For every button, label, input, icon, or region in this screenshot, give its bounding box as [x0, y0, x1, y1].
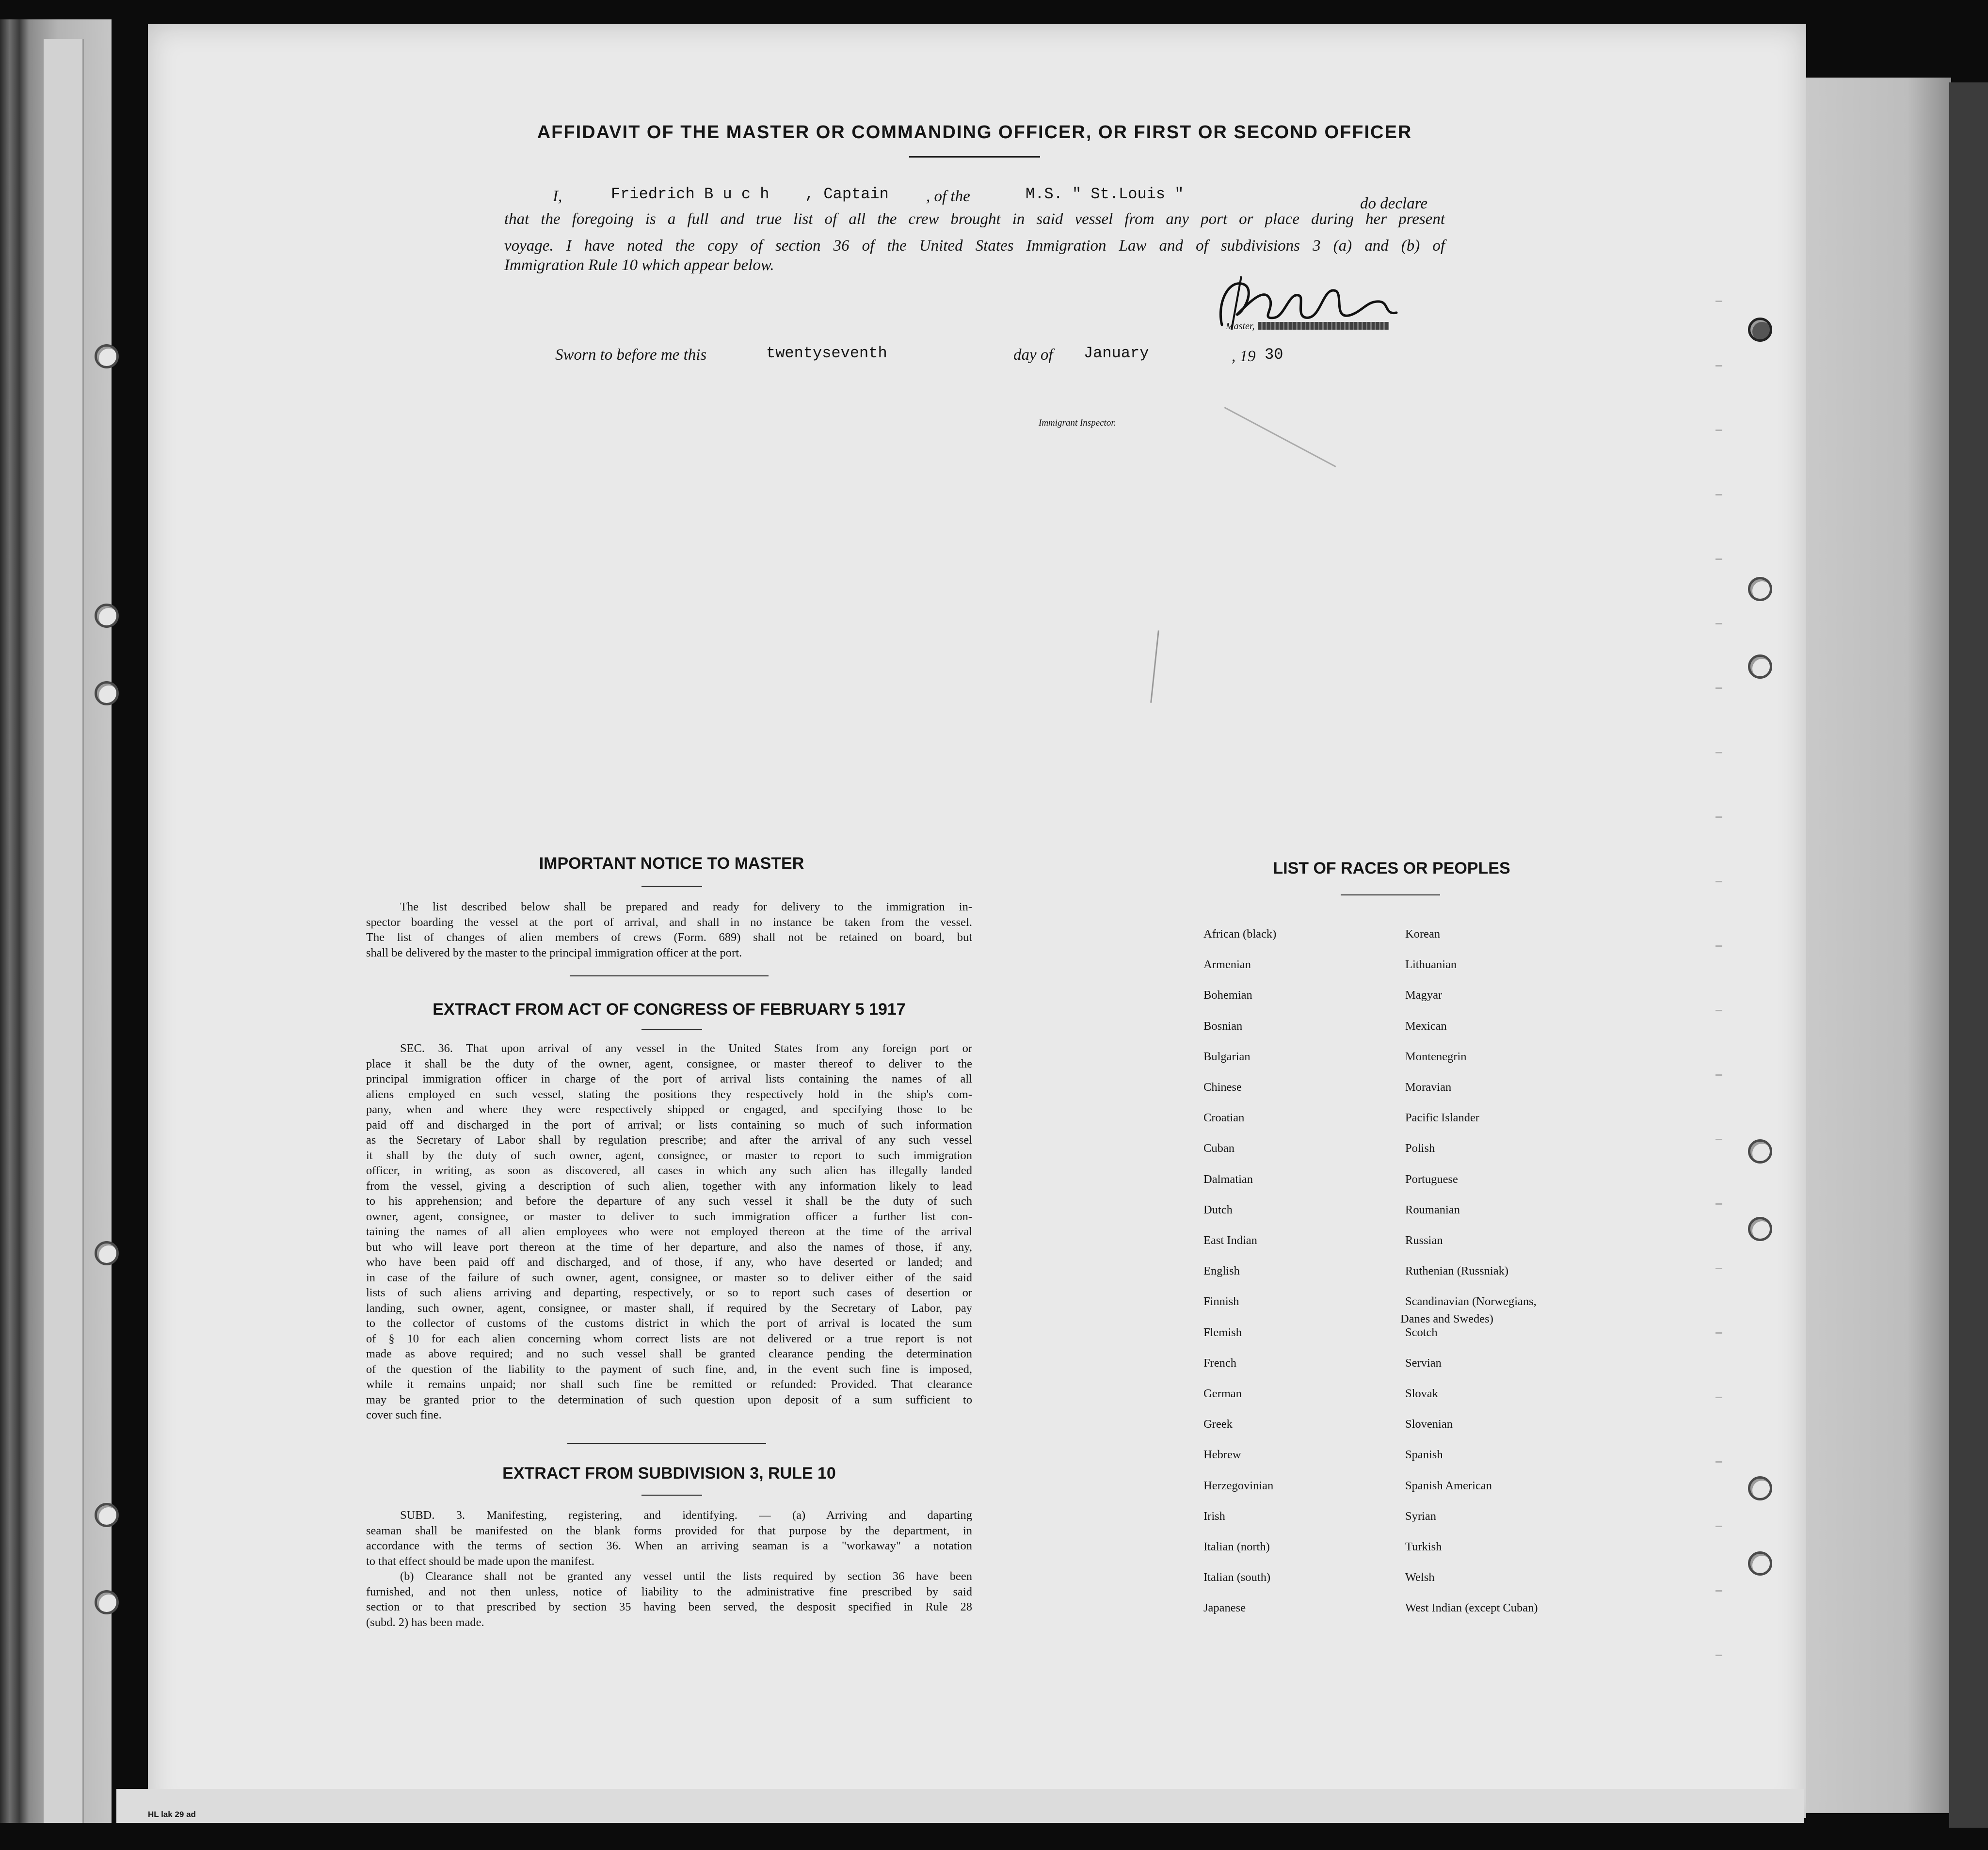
paragraph-line: shall be delivered by the master to the principal immigration officer at the port.	[366, 946, 742, 959]
paragraph-line: from the vessel, giving a description of such alien, together with any information likely to lead	[366, 1179, 972, 1193]
paragraph-line: but who will leave port thereon at the time of her departure, and also the names of those, if any,	[366, 1240, 972, 1254]
declaration-line-4: Immigration Rule 10 which appear below.	[504, 256, 774, 274]
left-binder-hole	[95, 344, 119, 368]
race-item: Greek	[1203, 1418, 1233, 1431]
inspector-label: Immigrant Inspector.	[1039, 418, 1116, 428]
binder-left-strip	[44, 39, 84, 1823]
bleed-through-mark	[1715, 1397, 1722, 1398]
affidavit-title: AFFIDAVIT OF THE MASTER OR COMMANDING OFFICER, OR FIRST OR SECOND OFFICER	[537, 122, 1412, 143]
bleed-through-mark	[1715, 430, 1722, 431]
sworn-year: 30	[1265, 346, 1283, 364]
sworn-day-of: day of	[1013, 346, 1053, 364]
bleed-through-mark	[1715, 1655, 1722, 1656]
bleed-through-mark	[1715, 752, 1722, 753]
race-item: Slovenian	[1405, 1418, 1453, 1431]
paragraph-line: landing, such owner, agent, consignee, or master shall, if required by the Secretary of Labor, pay	[366, 1301, 972, 1315]
form-code: HL lak 29 ad	[148, 1810, 196, 1819]
paragraph-line: (subd. 2) has been made.	[366, 1615, 484, 1629]
bleed-through-mark	[1715, 494, 1722, 495]
race-item: East Indian	[1203, 1234, 1257, 1247]
race-item: Magyar	[1405, 989, 1443, 1002]
race-item: Polish	[1405, 1142, 1435, 1155]
paragraph-line: who have been paid off and discharged, and of those, if any, who have deserted or landed; and	[366, 1256, 972, 1269]
race-item: African (black)	[1203, 927, 1277, 941]
paragraph-line: to the collector of customs of the customs district in which the port of arrival is located the sum	[366, 1317, 972, 1330]
race-item: Moravian	[1405, 1081, 1452, 1094]
right-binder-hole	[1748, 1139, 1772, 1164]
bleed-through-mark	[1715, 623, 1722, 624]
sworn-month: January	[1084, 344, 1149, 362]
race-item: West Indian (except Cuban)	[1405, 1601, 1538, 1615]
race-item: Mexican	[1405, 1019, 1447, 1033]
paragraph-line: paid off and discharged in the port of arrival; or lists containing so much of such information	[366, 1118, 972, 1132]
race-item: Lithuanian	[1405, 958, 1457, 972]
race-item: Bosnian	[1203, 1019, 1243, 1033]
bleed-through-mark	[1715, 1526, 1722, 1527]
paragraph-line: aliens employed en such vessel, stating the positions they respectively hold in the ship's com-	[366, 1087, 972, 1101]
race-item: Herzegovinian	[1203, 1479, 1274, 1492]
sworn-year-prefix: , 19	[1232, 348, 1256, 365]
race-item: Italian (north)	[1203, 1540, 1270, 1553]
paragraph-line: section or to that prescribed by section 35 having been served, the desposit specified in Rule 28	[366, 1600, 972, 1613]
race-item: Dutch	[1203, 1203, 1233, 1216]
bleed-through-mark	[1715, 1074, 1722, 1076]
left-binder-hole	[95, 681, 119, 705]
notice-separator	[570, 975, 769, 976]
rule-heading: EXTRACT FROM SUBDIVISION 3, RULE 10	[502, 1464, 836, 1483]
notice-heading-rule	[641, 886, 702, 887]
struck-out-title	[1258, 322, 1389, 330]
bleed-through-mark	[1715, 687, 1722, 689]
paragraph-line: SEC. 36. That upon arrival of any vessel in the United States from any foreign port or	[400, 1042, 972, 1055]
right-binder-hole	[1748, 318, 1772, 342]
race-item: Pacific Islander	[1405, 1111, 1480, 1125]
paragraph-line: it shall by the duty of such owner, agent, consignee, or master to report to such immigration	[366, 1148, 972, 1162]
race-continuation: Danes and Swedes)	[1400, 1312, 1493, 1325]
rule-body	[366, 1508, 972, 1630]
race-item: Turkish	[1405, 1540, 1442, 1553]
paragraph-line: of § 10 for each alien concerning whom correct lists are not delivered or a true report is not	[366, 1332, 972, 1345]
paragraph-line: (b) Clearance shall not be granted any vessel until the lists required by section 36 have been	[400, 1570, 972, 1583]
rule-heading-rule	[641, 1495, 702, 1496]
race-item: Bulgarian	[1203, 1050, 1251, 1063]
race-item: Montenegrin	[1405, 1050, 1467, 1063]
race-item: Irish	[1203, 1509, 1225, 1523]
act-separator	[567, 1443, 766, 1444]
race-item: Korean	[1405, 927, 1441, 941]
race-item: Dalmatian	[1203, 1172, 1253, 1186]
paragraph-line: principal immigration officer in charge of the port of arrival lists containing the names of all	[366, 1072, 972, 1085]
race-item: Italian (south)	[1203, 1571, 1271, 1584]
bleed-through-mark	[1715, 945, 1722, 947]
race-item: Servian	[1405, 1356, 1442, 1370]
sworn-day: twentyseventh	[766, 344, 887, 362]
race-item: Scotch	[1405, 1325, 1438, 1339]
left-binder-hole	[95, 1590, 119, 1614]
binder-right-edge	[1949, 82, 1988, 1828]
bleed-through-mark	[1715, 1203, 1722, 1205]
title-underline	[909, 156, 1040, 158]
paragraph-line: to his apprehension; and before the departure of any such vessel it shall be the duty of such	[366, 1195, 972, 1208]
races-heading-rule	[1341, 894, 1440, 895]
races-heading: LIST OF RACES OR PEOPLES	[1273, 859, 1510, 877]
bleed-through-mark	[1715, 881, 1722, 882]
bleed-through-mark	[1715, 1461, 1722, 1463]
race-item: Welsh	[1405, 1571, 1435, 1584]
left-binder-hole	[95, 1241, 119, 1265]
race-item: English	[1203, 1264, 1240, 1278]
race-item: Syrian	[1405, 1509, 1436, 1523]
act-body	[366, 1041, 972, 1423]
left-binder-hole	[95, 604, 119, 628]
paragraph-line: officer, in writing, as soon as discovered, all cases in which any such alien has illegally landed	[366, 1164, 972, 1177]
act-heading: EXTRACT FROM ACT OF CONGRESS OF FEBRUARY 5 1917	[433, 1000, 906, 1019]
paragraph-line: The list described below shall be prepared and ready for delivery to the immigration in-	[400, 900, 972, 913]
paragraph-line: place it shall be the duty of the owner, agent, consignee, or master thereof to deliver to the	[366, 1057, 972, 1070]
notice-body	[366, 899, 972, 960]
race-item: Russian	[1405, 1234, 1443, 1247]
race-item: Bohemian	[1203, 989, 1252, 1002]
race-item: Hebrew	[1203, 1448, 1241, 1462]
race-item: Slovak	[1405, 1387, 1439, 1400]
paragraph-line: The list of changes of alien members of crews (Form. 689) shall not be retained on board, but	[366, 931, 972, 944]
paragraph-line: accordance with the terms of section 36. When an arriving seaman is a "workaway" a notation	[366, 1539, 972, 1552]
binder-left-edge	[0, 19, 112, 1823]
race-item: German	[1203, 1387, 1242, 1400]
right-binder-hole	[1748, 577, 1772, 601]
paragraph-line: spector boarding the vessel at the port of arrival, and shall in no instance be taken from the vessel.	[366, 915, 972, 929]
right-binder-hole	[1748, 1476, 1772, 1500]
race-item: Armenian	[1203, 958, 1251, 972]
race-item: Cuban	[1203, 1142, 1234, 1155]
paragraph-line: lists of such aliens arriving and departing, respectively, or so to report such cases of desertion or	[366, 1286, 972, 1299]
bleed-through-mark	[1715, 1268, 1722, 1269]
sworn-prefix: Sworn to before me this	[555, 346, 707, 364]
paragraph-line: seaman shall be manifested on the blank forms provided for that purpose by the department, in	[366, 1524, 972, 1537]
race-item: Chinese	[1203, 1081, 1242, 1094]
act-heading-rule	[641, 1029, 702, 1030]
bleed-through-mark	[1715, 1590, 1722, 1592]
paragraph-line: pany, when and where they were respectively shipped or engaged, and specifying those to be	[366, 1103, 972, 1116]
right-binder-hole	[1748, 1551, 1772, 1576]
race-item: Japanese	[1203, 1601, 1246, 1615]
paragraph-line: while it remains unpaid; nor shall such fine be remitted or refunded: Provided. That clearance	[366, 1378, 972, 1391]
race-item: French	[1203, 1356, 1237, 1370]
race-item: Spanish American	[1405, 1479, 1492, 1492]
race-item: Scandinavian (Norwegians,	[1405, 1295, 1537, 1308]
declaration-do-declare: do declare	[1360, 195, 1427, 212]
sheet-bottom-edge	[116, 1789, 1804, 1823]
bleed-through-mark	[1715, 1010, 1722, 1011]
declarant-name: Friedrich B u c h	[611, 185, 770, 203]
bleed-through-mark	[1715, 1139, 1722, 1140]
paragraph-line: taining the names of all alien employees who were not employed thereon at the time of the arrival	[366, 1225, 972, 1238]
paragraph-line: in case of the failure of such owner, agent, consignee, or master so to deliver either of the said	[366, 1271, 972, 1284]
notice-heading: IMPORTANT NOTICE TO MASTER	[539, 854, 804, 873]
paragraph-line: furnished, and not then unless, notice of liability to the administrative fine prescribed by said	[366, 1585, 972, 1598]
race-item: Spanish	[1405, 1448, 1443, 1462]
bleed-through-mark	[1715, 365, 1722, 367]
declaration-of-the: , of the	[926, 188, 970, 205]
declaration-line-2: that the foregoing is a full and true list of all the crew brought in said vessel from any port or place during her present	[504, 210, 1445, 228]
race-item: Finnish	[1203, 1295, 1239, 1308]
bleed-through-mark	[1715, 816, 1722, 818]
race-item: Ruthenian (Russniak)	[1405, 1264, 1508, 1278]
paragraph-line: as the Secretary of Labor shall by regulation prescribe; and after the arrival of any such vessel	[366, 1133, 972, 1147]
race-item: Flemish	[1203, 1325, 1242, 1339]
vessel-name: M.S. " St.Louis "	[1026, 185, 1184, 203]
paragraph-line: of the question of the liability to the payment of such fine, and, in the event such fine is imposed,	[366, 1362, 972, 1376]
right-binder-hole	[1748, 654, 1772, 679]
master-label: Master,	[1226, 321, 1255, 332]
left-binder-hole	[95, 1503, 119, 1527]
bleed-through-mark	[1715, 301, 1722, 302]
underlying-page-right	[1804, 78, 1951, 1813]
paragraph-line: owner, agent, consignee, or master to deliver to such immigration officer a further list con-	[366, 1210, 972, 1223]
paragraph-line: may be granted prior to the determination of such question upon deposit of a sum sufficient to	[366, 1393, 972, 1406]
declaration-i: I,	[553, 188, 562, 205]
paragraph-line: made as above required; and no such vessel shall be granted clearance pending the determination	[366, 1347, 972, 1360]
race-item: Roumanian	[1405, 1203, 1460, 1216]
paragraph-line: SUBD. 3. Manifesting, registering, and identifying. — (a) Arriving and daparting	[400, 1509, 972, 1522]
right-binder-hole	[1748, 1217, 1772, 1241]
paragraph-line: cover such fine.	[366, 1408, 442, 1421]
race-item: Portuguese	[1405, 1172, 1458, 1186]
bleed-through-mark	[1715, 1332, 1722, 1334]
declarant-rank: , Captain	[805, 185, 889, 203]
bleed-through-mark	[1715, 558, 1722, 560]
race-item: Croatian	[1203, 1111, 1245, 1125]
declaration-line-3: voyage. I have noted the copy of section 36 of the United States Immigration Law and of subdivisions 3 (a) and (b) of	[504, 237, 1445, 255]
paragraph-line: to that effect should be made upon the manifest.	[366, 1554, 595, 1568]
